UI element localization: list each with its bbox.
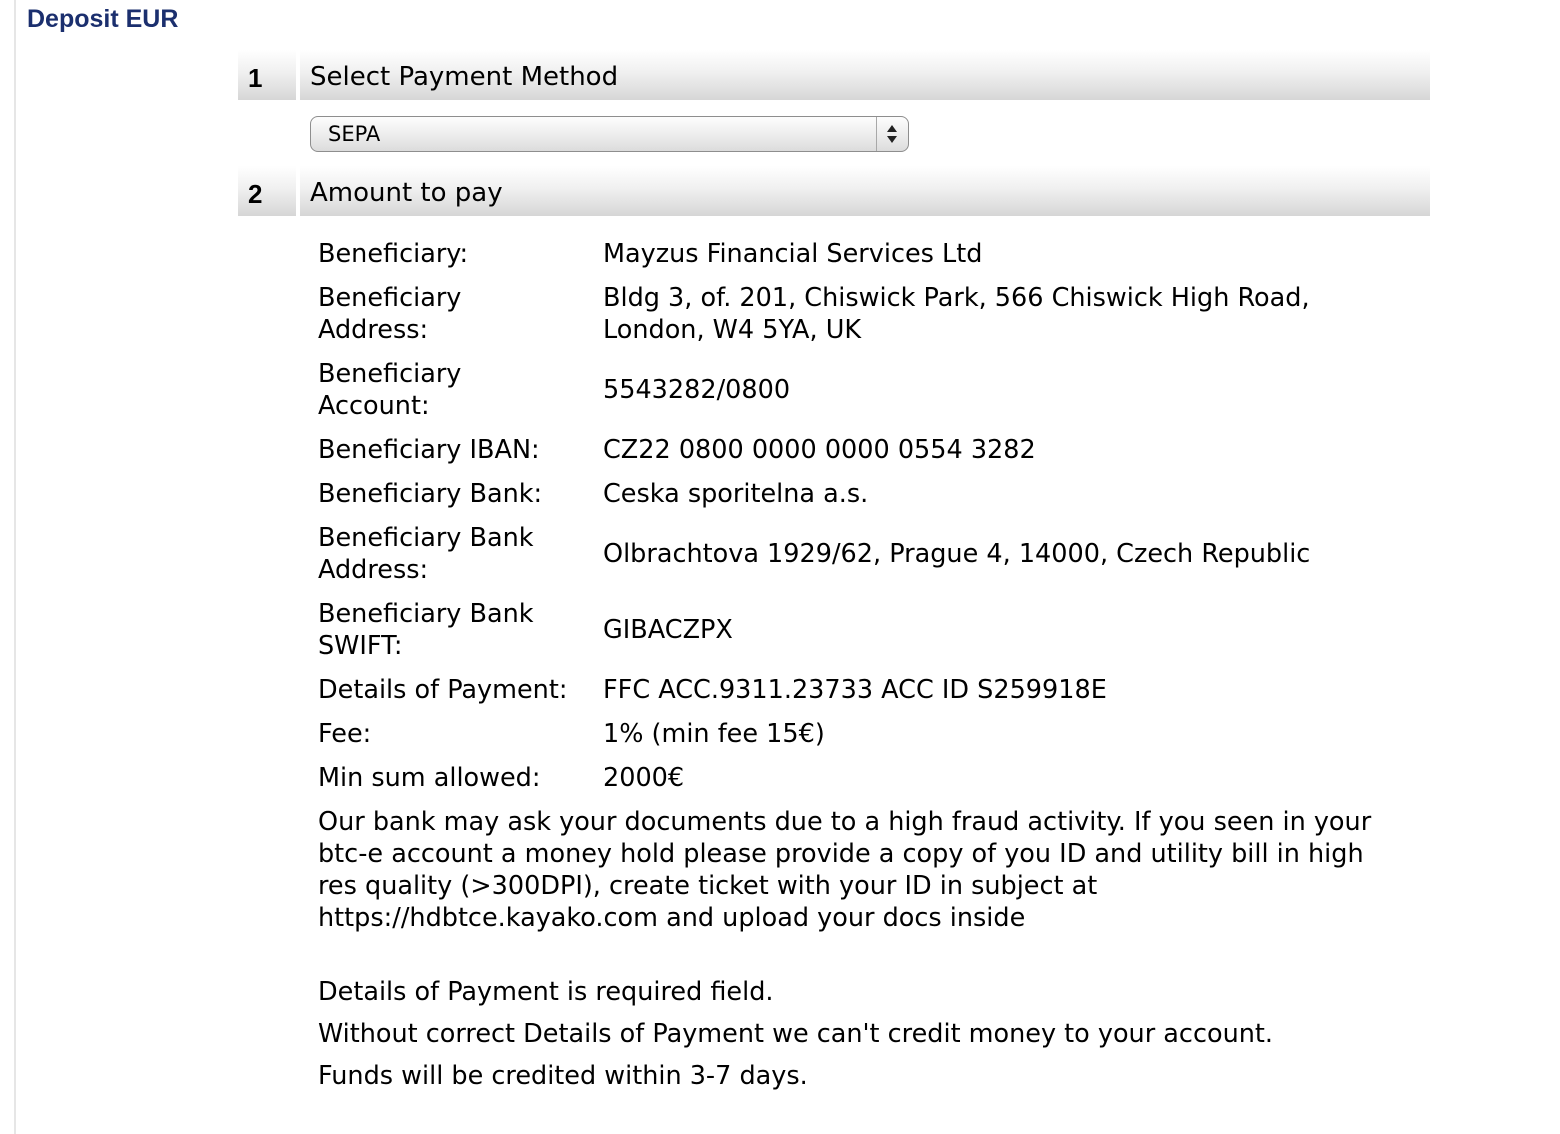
detail-value: GIBACZPX bbox=[603, 615, 733, 645]
detail-row-min-sum bbox=[318, 762, 1418, 794]
step-2-title: Amount to pay bbox=[300, 166, 1430, 216]
step-1-number: 1 bbox=[238, 50, 296, 100]
detail-value: Olbrachtova 1929/62, Prague 4, 14000, Czech Republic bbox=[603, 539, 1311, 569]
detail-label-wrap bbox=[318, 358, 603, 422]
step-2-number: 2 bbox=[238, 166, 296, 216]
detail-value: CZ22 0800 0000 0000 0554 3282 bbox=[603, 435, 1036, 465]
detail-label: Min sum allowed: bbox=[318, 763, 541, 793]
payment-details bbox=[318, 238, 1418, 1102]
left-border bbox=[14, 0, 16, 1134]
note-required-field: Details of Payment is required field. bbox=[318, 977, 774, 1007]
note-credit-warning: Without correct Details of Payment we can't credit money to your account. bbox=[318, 1019, 1274, 1049]
detail-row-beneficiary-account bbox=[318, 358, 1418, 422]
detail-label: Beneficiary IBAN: bbox=[318, 435, 540, 465]
payment-method-selected: SEPA bbox=[328, 122, 381, 146]
step-1-header bbox=[238, 50, 1430, 100]
detail-value: 2000€ bbox=[603, 763, 685, 793]
step-1-title: Select Payment Method bbox=[300, 50, 1430, 100]
detail-label: Fee: bbox=[318, 719, 372, 749]
detail-label: Beneficiary Bank Address: bbox=[318, 523, 534, 585]
detail-row-beneficiary-iban bbox=[318, 434, 1418, 466]
detail-label: Beneficiary Account: bbox=[318, 359, 462, 421]
payment-method-select[interactable] bbox=[310, 116, 909, 152]
page-title: Deposit EUR bbox=[27, 5, 179, 33]
detail-value: Ceska sporitelna a.s. bbox=[603, 479, 869, 509]
fraud-notice: Our bank may ask your documents due to a high fraud activity. If you seen in your btc-e account a money hold please provide a copy of you ID and utility bill in high res quality (>300DPI), create ticket with your ID in subject at https://hdbtce.kayako.com and upload your docs inside bbox=[318, 807, 1372, 933]
detail-row-beneficiary-bank-swift bbox=[318, 598, 1418, 662]
detail-value: Bldg 3, of. 201, Chiswick Park, 566 Chiswick High Road, London, W4 5YA, UK bbox=[603, 283, 1310, 345]
detail-value: FFC ACC.9311.23733 ACC ID S259918E bbox=[603, 675, 1107, 705]
detail-value: Mayzus Financial Services Ltd bbox=[603, 239, 983, 269]
detail-row-beneficiary-address bbox=[318, 282, 1418, 346]
detail-label: Beneficiary: bbox=[318, 239, 469, 269]
detail-row-fee bbox=[318, 718, 1418, 750]
detail-label: Beneficiary Address: bbox=[318, 283, 462, 345]
detail-value: 5543282/0800 bbox=[603, 375, 791, 405]
select-arrows bbox=[876, 117, 908, 151]
up-down-arrow-icon bbox=[886, 123, 898, 145]
detail-label: Beneficiary Bank: bbox=[318, 479, 543, 509]
detail-row-beneficiary-bank-address bbox=[318, 522, 1418, 586]
detail-value: 1% (min fee 15€) bbox=[603, 719, 825, 749]
step-2-header bbox=[238, 166, 1430, 216]
detail-row-beneficiary-bank bbox=[318, 478, 1418, 510]
detail-row-beneficiary bbox=[318, 238, 1418, 270]
note-credit-time: Funds will be credited within 3-7 days. bbox=[318, 1061, 808, 1091]
detail-label: Beneficiary Bank SWIFT: bbox=[318, 599, 534, 661]
detail-row-details-of-payment bbox=[318, 674, 1418, 706]
detail-label-wrap bbox=[318, 282, 603, 346]
detail-label: Details of Payment: bbox=[318, 675, 568, 705]
detail-label-wrap bbox=[318, 598, 603, 662]
detail-label-wrap bbox=[318, 522, 603, 586]
